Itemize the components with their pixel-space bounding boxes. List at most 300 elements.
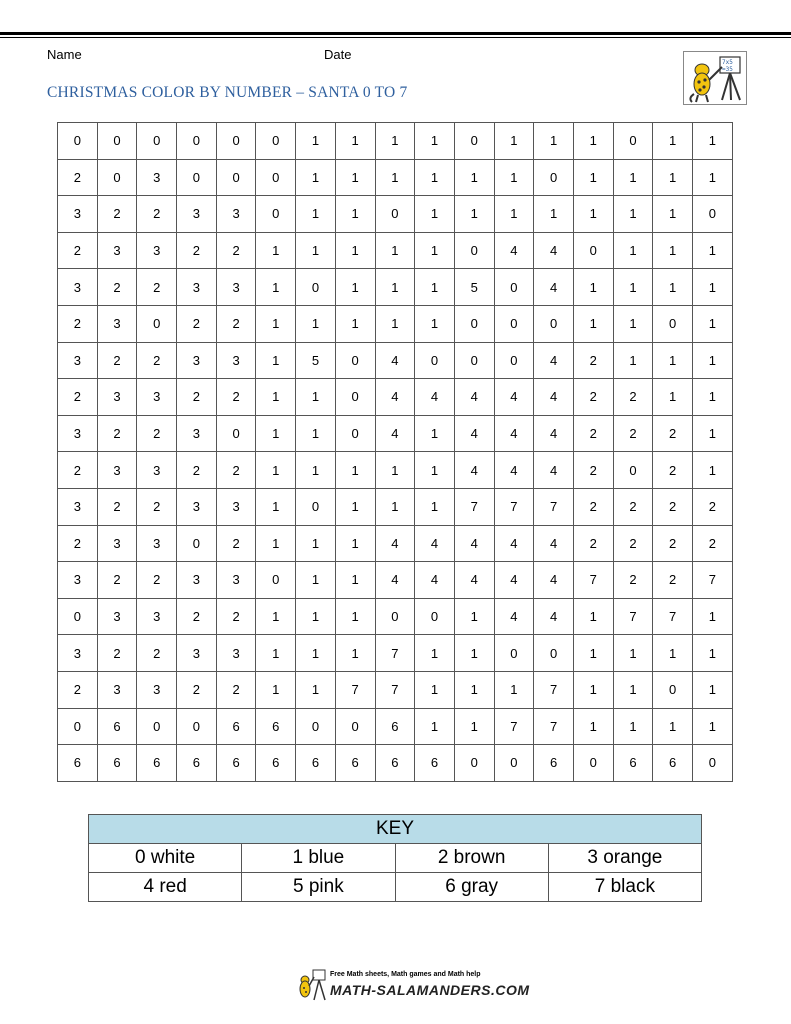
- page-title: CHRISTMAS COLOR BY NUMBER – SANTA 0 TO 7: [47, 84, 408, 101]
- grid-cell: 1: [375, 159, 415, 196]
- grid-cell: 1: [693, 635, 733, 672]
- grid-cell: 0: [177, 159, 217, 196]
- svg-text:7x5: 7x5: [722, 59, 733, 66]
- grid-cell: 1: [296, 562, 336, 599]
- grid-cell: 2: [58, 525, 98, 562]
- grid-cell: 0: [177, 708, 217, 745]
- grid-cell: 4: [454, 379, 494, 416]
- grid-cell: 1: [454, 159, 494, 196]
- key-item: 6 gray: [395, 873, 548, 902]
- key-item: 0 white: [89, 844, 242, 873]
- grid-cell: 6: [534, 745, 574, 782]
- grid-cell: 3: [216, 635, 256, 672]
- grid-row: [58, 305, 733, 342]
- grid-cell: 1: [415, 196, 455, 233]
- grid-cell: 0: [256, 562, 296, 599]
- grid-cell: 0: [454, 745, 494, 782]
- grid-cell: 1: [415, 269, 455, 306]
- grid-cell: 0: [613, 123, 653, 160]
- grid-cell: 1: [653, 342, 693, 379]
- grid-cell: 1: [296, 159, 336, 196]
- grid-cell: 1: [335, 123, 375, 160]
- grid-cell: 6: [97, 745, 137, 782]
- grid-cell: 2: [653, 525, 693, 562]
- grid-cell: 4: [494, 232, 534, 269]
- grid-cell: 0: [415, 598, 455, 635]
- grid-cell: 2: [613, 525, 653, 562]
- key-item: 4 red: [89, 873, 242, 902]
- grid-cell: 1: [415, 635, 455, 672]
- salamander-logo: [683, 51, 747, 105]
- grid-cell: 3: [97, 525, 137, 562]
- grid-cell: 3: [58, 488, 98, 525]
- grid-cell: 0: [177, 525, 217, 562]
- grid-cell: 0: [296, 269, 336, 306]
- grid-cell: 1: [454, 671, 494, 708]
- grid-cell: 2: [137, 196, 177, 233]
- top-rule-thin: [0, 37, 791, 38]
- grid-cell: 3: [137, 232, 177, 269]
- grid-cell: 1: [335, 159, 375, 196]
- grid-cell: 1: [256, 671, 296, 708]
- grid-cell: 2: [693, 525, 733, 562]
- grid-cell: 4: [534, 598, 574, 635]
- grid-cell: 6: [296, 745, 336, 782]
- grid-cell: 4: [534, 452, 574, 489]
- grid-cell: 0: [335, 708, 375, 745]
- grid-cell: 2: [97, 635, 137, 672]
- grid-cell: 3: [137, 598, 177, 635]
- grid-cell: 6: [375, 745, 415, 782]
- grid-cell: 2: [177, 305, 217, 342]
- grid-cell: 2: [177, 379, 217, 416]
- grid-cell: 4: [454, 525, 494, 562]
- grid-cell: 1: [454, 598, 494, 635]
- grid-cell: 4: [415, 525, 455, 562]
- grid-cell: 0: [375, 598, 415, 635]
- grid-cell: 2: [653, 452, 693, 489]
- grid-cell: 2: [573, 342, 613, 379]
- grid-cell: 1: [415, 305, 455, 342]
- grid-cell: 2: [613, 415, 653, 452]
- grid-cell: 2: [216, 232, 256, 269]
- grid-cell: 1: [613, 196, 653, 233]
- grid-cell: 7: [375, 635, 415, 672]
- grid-cell: 6: [58, 745, 98, 782]
- grid-cell: 6: [335, 745, 375, 782]
- grid-cell: 1: [296, 232, 336, 269]
- grid-cell: 1: [256, 269, 296, 306]
- grid-cell: 0: [534, 635, 574, 672]
- grid-cell: 2: [137, 269, 177, 306]
- grid-cell: 1: [573, 708, 613, 745]
- grid-row: [58, 159, 733, 196]
- grid-cell: 1: [653, 232, 693, 269]
- grid-cell: 3: [97, 671, 137, 708]
- grid-cell: 1: [613, 671, 653, 708]
- grid-cell: 4: [494, 415, 534, 452]
- grid-cell: 0: [216, 415, 256, 452]
- grid-cell: 2: [693, 488, 733, 525]
- grid-cell: 2: [613, 488, 653, 525]
- grid-row: [58, 196, 733, 233]
- footer-tagline: Free Math sheets, Math games and Math help: [330, 971, 481, 978]
- grid-cell: 1: [256, 232, 296, 269]
- grid-row: [58, 598, 733, 635]
- grid-cell: 4: [534, 562, 574, 599]
- grid-cell: 2: [177, 671, 217, 708]
- grid-row: [58, 745, 733, 782]
- grid-cell: 4: [534, 415, 574, 452]
- grid-cell: 7: [534, 708, 574, 745]
- grid-cell: 3: [177, 415, 217, 452]
- grid-cell: 1: [296, 415, 336, 452]
- grid-cell: 4: [415, 379, 455, 416]
- grid-cell: 1: [375, 305, 415, 342]
- grid-cell: 2: [58, 305, 98, 342]
- grid-row: [58, 123, 733, 160]
- grid-cell: 0: [58, 708, 98, 745]
- grid-cell: 0: [454, 123, 494, 160]
- grid-cell: 2: [97, 562, 137, 599]
- grid-cell: 2: [653, 562, 693, 599]
- grid-cell: 1: [693, 159, 733, 196]
- grid-cell: 1: [454, 708, 494, 745]
- grid-cell: 3: [58, 269, 98, 306]
- key-title: KEY: [89, 815, 702, 844]
- grid-cell: 1: [573, 305, 613, 342]
- grid-cell: 6: [256, 708, 296, 745]
- grid-cell: 2: [58, 671, 98, 708]
- grid-cell: 2: [97, 269, 137, 306]
- footer-salamander-icon: [296, 968, 328, 1002]
- grid-cell: 7: [693, 562, 733, 599]
- grid-cell: 0: [494, 635, 534, 672]
- grid-cell: 1: [693, 123, 733, 160]
- grid-cell: 4: [534, 379, 574, 416]
- grid-cell: 1: [534, 123, 574, 160]
- grid-cell: 3: [177, 342, 217, 379]
- grid-cell: 0: [454, 342, 494, 379]
- grid-cell: 7: [534, 488, 574, 525]
- grid-cell: 2: [573, 488, 613, 525]
- grid-cell: 1: [296, 671, 336, 708]
- grid-cell: 3: [137, 159, 177, 196]
- grid-cell: 4: [375, 562, 415, 599]
- grid-cell: 0: [494, 305, 534, 342]
- grid-cell: 2: [613, 562, 653, 599]
- grid-cell: 2: [573, 525, 613, 562]
- color-by-number-grid: [57, 122, 733, 782]
- salamander-logo-icon: [684, 52, 746, 104]
- grid-cell: 3: [137, 671, 177, 708]
- grid-row: [58, 488, 733, 525]
- grid-cell: 1: [693, 598, 733, 635]
- grid-cell: 1: [494, 123, 534, 160]
- grid-cell: 1: [613, 708, 653, 745]
- grid-cell: 1: [693, 269, 733, 306]
- grid-cell: 6: [415, 745, 455, 782]
- grid-cell: 3: [97, 305, 137, 342]
- date-label: Date: [324, 47, 352, 62]
- grid-cell: 1: [415, 123, 455, 160]
- grid-cell: 1: [256, 488, 296, 525]
- grid-cell: 1: [375, 452, 415, 489]
- grid-cell: 1: [573, 269, 613, 306]
- grid-cell: 0: [454, 305, 494, 342]
- grid-cell: 7: [494, 708, 534, 745]
- grid-cell: 4: [375, 525, 415, 562]
- grid-cell: 1: [335, 488, 375, 525]
- grid-cell: 1: [296, 379, 336, 416]
- grid-cell: 1: [296, 598, 336, 635]
- grid-row: [58, 708, 733, 745]
- grid-cell: 3: [177, 196, 217, 233]
- grid-cell: 2: [613, 379, 653, 416]
- grid-cell: 6: [177, 745, 217, 782]
- grid-cell: 0: [177, 123, 217, 160]
- grid-cell: 1: [454, 196, 494, 233]
- grid-cell: 1: [256, 598, 296, 635]
- grid-cell: 2: [58, 452, 98, 489]
- grid-row: [58, 452, 733, 489]
- grid-cell: 1: [415, 159, 455, 196]
- grid-cell: 4: [534, 525, 574, 562]
- grid-cell: 2: [573, 415, 613, 452]
- grid-cell: 0: [693, 196, 733, 233]
- footer-logo: [296, 968, 530, 1004]
- grid-cell: 5: [454, 269, 494, 306]
- grid-cell: 1: [653, 123, 693, 160]
- grid-cell: 2: [653, 415, 693, 452]
- grid-cell: 1: [296, 525, 336, 562]
- grid-cell: 0: [375, 196, 415, 233]
- grid-cell: 6: [216, 745, 256, 782]
- grid-cell: 1: [613, 342, 653, 379]
- grid-cell: 0: [613, 452, 653, 489]
- grid-cell: 1: [375, 488, 415, 525]
- grid-cell: 1: [573, 635, 613, 672]
- grid-cell: 2: [216, 671, 256, 708]
- footer-site-link[interactable]: MATH-SALAMANDERS.COM: [330, 982, 530, 998]
- grid-cell: 0: [335, 415, 375, 452]
- grid-cell: 1: [613, 269, 653, 306]
- grid-cell: 3: [97, 452, 137, 489]
- grid-cell: 3: [216, 269, 256, 306]
- grid-cell: 0: [653, 305, 693, 342]
- grid-cell: 7: [454, 488, 494, 525]
- grid-cell: 1: [693, 671, 733, 708]
- grid-cell: 3: [137, 379, 177, 416]
- grid-cell: 2: [573, 452, 613, 489]
- grid-cell: 4: [454, 452, 494, 489]
- grid-cell: 3: [216, 342, 256, 379]
- grid-cell: 4: [494, 452, 534, 489]
- grid-cell: 1: [454, 635, 494, 672]
- grid-row: [58, 525, 733, 562]
- grid-cell: 2: [58, 159, 98, 196]
- grid-cell: 1: [256, 525, 296, 562]
- grid-cell: 1: [415, 671, 455, 708]
- grid-cell: 1: [693, 232, 733, 269]
- grid-cell: 0: [256, 123, 296, 160]
- grid-cell: 1: [693, 708, 733, 745]
- grid-cell: 0: [256, 196, 296, 233]
- grid-cell: 1: [256, 415, 296, 452]
- grid-cell: 0: [335, 379, 375, 416]
- grid-cell: 6: [653, 745, 693, 782]
- grid-cell: 3: [58, 635, 98, 672]
- grid-cell: 3: [97, 232, 137, 269]
- grid-cell: 2: [177, 452, 217, 489]
- grid-cell: 2: [177, 232, 217, 269]
- grid-cell: 4: [415, 562, 455, 599]
- grid-cell: 1: [256, 305, 296, 342]
- grid-cell: 1: [653, 379, 693, 416]
- grid-cell: 1: [296, 452, 336, 489]
- grid-cell: 1: [375, 269, 415, 306]
- grid-cell: 1: [653, 269, 693, 306]
- grid-cell: 0: [335, 342, 375, 379]
- grid-cell: 0: [573, 232, 613, 269]
- grid-cell: 1: [335, 452, 375, 489]
- grid-row: [58, 269, 733, 306]
- grid-cell: 1: [335, 598, 375, 635]
- grid-cell: 3: [58, 562, 98, 599]
- grid-cell: 7: [375, 671, 415, 708]
- grid-cell: 7: [534, 671, 574, 708]
- grid-cell: 1: [415, 232, 455, 269]
- grid-cell: 1: [335, 196, 375, 233]
- grid-cell: 2: [137, 562, 177, 599]
- grid-cell: 0: [296, 488, 336, 525]
- grid-cell: 2: [137, 342, 177, 379]
- grid-cell: 4: [375, 415, 415, 452]
- grid-cell: 4: [454, 562, 494, 599]
- grid-cell: 3: [177, 488, 217, 525]
- grid-cell: 2: [216, 305, 256, 342]
- grid-cell: 6: [216, 708, 256, 745]
- grid-cell: 1: [613, 159, 653, 196]
- svg-text:=35: =35: [722, 66, 733, 73]
- grid-cell: 3: [216, 488, 256, 525]
- grid-cell: 1: [335, 562, 375, 599]
- grid-cell: 2: [216, 452, 256, 489]
- name-label: Name: [47, 47, 82, 62]
- grid-cell: 0: [494, 269, 534, 306]
- grid-cell: 2: [137, 415, 177, 452]
- grid-cell: 1: [653, 708, 693, 745]
- color-key: [88, 814, 702, 902]
- grid-cell: 1: [573, 598, 613, 635]
- grid-cell: 1: [693, 342, 733, 379]
- grid-cell: 3: [97, 598, 137, 635]
- grid-row: [58, 562, 733, 599]
- grid-cell: 7: [494, 488, 534, 525]
- grid-cell: 4: [534, 269, 574, 306]
- grid-cell: 0: [653, 671, 693, 708]
- grid-cell: 1: [653, 635, 693, 672]
- grid-cell: 0: [494, 342, 534, 379]
- grid-cell: 4: [454, 415, 494, 452]
- key-item: 7 black: [548, 873, 701, 902]
- grid-cell: 0: [137, 305, 177, 342]
- grid-cell: 0: [573, 745, 613, 782]
- grid-cell: 2: [97, 415, 137, 452]
- grid-cell: 1: [573, 671, 613, 708]
- grid-cell: 1: [653, 159, 693, 196]
- grid-row: [58, 232, 733, 269]
- grid-cell: 2: [97, 342, 137, 379]
- grid-cell: 4: [494, 525, 534, 562]
- grid-cell: 1: [693, 305, 733, 342]
- grid-cell: 0: [216, 159, 256, 196]
- grid-cell: 2: [573, 379, 613, 416]
- grid-cell: 0: [97, 159, 137, 196]
- grid-cell: 1: [335, 232, 375, 269]
- grid-cell: 1: [296, 196, 336, 233]
- grid-cell: 0: [534, 305, 574, 342]
- grid-cell: 2: [137, 635, 177, 672]
- grid-cell: 2: [137, 488, 177, 525]
- grid-cell: 0: [58, 123, 98, 160]
- grid-cell: 1: [613, 305, 653, 342]
- grid-cell: 7: [573, 562, 613, 599]
- grid-cell: 1: [375, 232, 415, 269]
- grid-cell: 7: [653, 598, 693, 635]
- grid-cell: 1: [256, 342, 296, 379]
- grid-row: [58, 635, 733, 672]
- grid-cell: 0: [216, 123, 256, 160]
- grid-cell: 2: [216, 598, 256, 635]
- grid-cell: 2: [653, 488, 693, 525]
- grid-cell: 1: [256, 452, 296, 489]
- grid-row: [58, 415, 733, 452]
- grid-cell: 1: [573, 123, 613, 160]
- grid-cell: 2: [97, 488, 137, 525]
- grid-cell: 3: [97, 379, 137, 416]
- grid-cell: 2: [58, 379, 98, 416]
- grid-cell: 1: [573, 196, 613, 233]
- grid-cell: 7: [335, 671, 375, 708]
- grid-cell: 1: [256, 379, 296, 416]
- grid-cell: 2: [177, 598, 217, 635]
- grid-cell: 4: [494, 562, 534, 599]
- grid-cell: 1: [335, 525, 375, 562]
- grid-cell: 1: [613, 232, 653, 269]
- grid-cell: 1: [296, 635, 336, 672]
- grid-cell: 2: [216, 525, 256, 562]
- grid-row: [58, 671, 733, 708]
- grid-cell: 4: [375, 342, 415, 379]
- grid-cell: 3: [177, 269, 217, 306]
- grid-cell: 1: [296, 123, 336, 160]
- grid-cell: 3: [177, 635, 217, 672]
- grid-cell: 1: [494, 671, 534, 708]
- grid-cell: 6: [256, 745, 296, 782]
- grid-cell: 4: [494, 598, 534, 635]
- grid-cell: 1: [534, 196, 574, 233]
- grid-cell: 6: [375, 708, 415, 745]
- grid-cell: 1: [375, 123, 415, 160]
- key-item: 2 brown: [395, 844, 548, 873]
- grid-cell: 2: [216, 379, 256, 416]
- grid-cell: 0: [97, 123, 137, 160]
- grid-cell: 5: [296, 342, 336, 379]
- grid-cell: 6: [137, 745, 177, 782]
- grid-cell: 1: [415, 488, 455, 525]
- grid-cell: 1: [653, 196, 693, 233]
